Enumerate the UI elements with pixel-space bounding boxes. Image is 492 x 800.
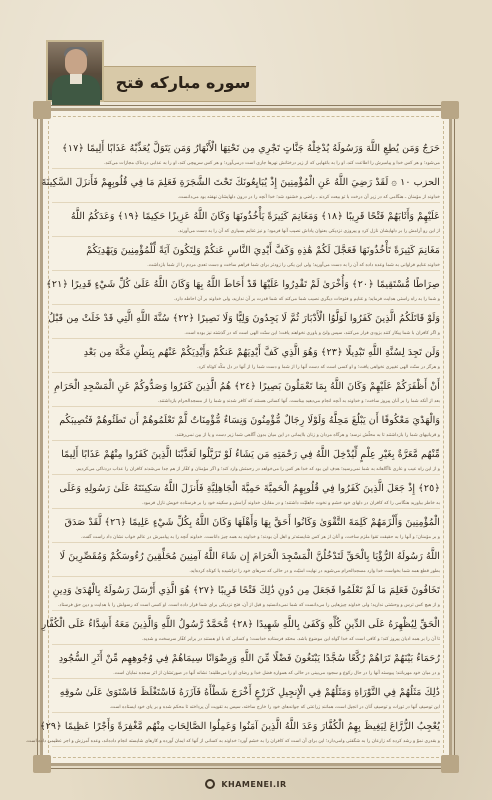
verse-line: الْمُؤْمِنِينَ وَأَلْزَمَهُمْ كَلِمَةَ التَّقْوَىٰ وَكَانُوا أَحَقَّ بِهَا وَأَهْلَهَا وَكَانَ اللَّهُ بِكُلِّ شَيْءٍ عَلِيمًا ﴿٢٦﴾ لَّقَدْ صَدَقَ [64, 517, 440, 528]
verse-translation: این توصیف آنها در تورات و توصیف آنان در انجیل است، همانند زراعتی که جوانه‌های خود را خارج ساخته، سپس به تقویت آن پرداخته تا محکم شده و بر پای خود ایستاده است. [52, 703, 440, 713]
khamenei-logo-icon [205, 779, 215, 789]
verse-line: اللَّهُ رَسُولَهُ الرُّؤْيَا بِالْحَقِّ لَتَدْخُلُنَّ الْمَسْجِدَ الْحَرَامَ إِن شَاءَ اللَّهُ آمِنِينَ مُحَلِّقِينَ رُءُوسَكُمْ وَمُقَصِّرِينَ لَا [59, 551, 440, 562]
verse-translation: خداوند از مؤمنان ـ هنگامی که در زیر آن درخت با تو بیعت کردند ـ راضی و خشنود شد؛ خدا آنچه را در درون دلهایشان نهفته بود می‌دانست. [52, 193, 440, 203]
verse-translation: به خاطر بیاورید هنگامی را که کافران در دلهای خود خشم و نخوت جاهلیّت داشتند؛ و در مقابل، خداوند آرامش و سکینه خود را بر فرستاده خویش نازل فرمود. [52, 499, 440, 509]
verse-translation: بطور قطع همه شما بخواست خدا وارد مسجدالحرام می‌شوید در نهایت امنیّت و در حالی که سرهای خود را تراشیده یا کوتاه کرده‌اید. [52, 567, 440, 577]
verse-line: مِّنْهُم مَّعَرَّةٌ بِغَيْرِ عِلْمٍ لِّيُدْخِلَ اللَّهُ فِي رَحْمَتِهِ مَن يَشَاءُ لَوْ تَزَيَّلُوا لَعَذَّبْنَا الَّذِينَ كَفَرُوا مِنْهُمْ عَذَابًا أَلِيمًا [61, 449, 440, 460]
verse-line: حَرَجٌ وَمَن يُطِعِ اللَّهَ وَرَسُولَهُ يُدْخِلْهُ جَنَّاتٍ تَجْرِي مِن تَحْتِهَا الْأَنْهَارُ وَمَن يَتَوَلَّ يُعَذِّبْهُ عَذَابًا أَلِيمًا ﴿١٧﴾ [62, 143, 440, 154]
verse-line: وَلَن تَجِدَ لِسُنَّةِ اللَّهِ تَبْدِيلًا ﴿٢٣﴾ وَهُوَ الَّذِي كَفَّ أَيْدِيَهُمْ عَنكُمْ وَأَيْدِيَكُمْ عَنْهُم بِبَطْنِ مَكَّةَ مِن بَعْدِ [83, 347, 440, 358]
verse-translation: از این رو آرامش را بر دلهایشان نازل کرد و پیروزی نزدیکی بعنوان پاداش نصیب آنها فرمود؛ و نیز غنایم بسیاری که آن را به دست می‌آورند. [52, 227, 440, 237]
footer [0, 768, 492, 800]
portrait-photo [46, 40, 104, 102]
verse-translation: و اگر کافران با شما پیکار کنند بزودی فرار می‌کنند، سپس ولیّ و یاوری نخواهند یافت؛ این سنّت الهی است که در گذشته نیز بوده است. [52, 329, 440, 339]
verse-line: يُعْجِبُ الزُّرَّاعَ لِيَغِيظَ بِهِمُ الْكُفَّارَ وَعَدَ اللَّهُ الَّذِينَ آمَنُوا وَعَمِلُوا الصَّالِحَاتِ مِنْهُم مَّغْفِرَةً وَأَجْرًا عَظِيمًا ﴿٢٩﴾ [40, 721, 440, 732]
verse-line: صِرَاطًا مُّسْتَقِيمًا ﴿٢٠﴾ وَأُخْرَىٰ لَمْ تَقْدِرُوا عَلَيْهَا قَدْ أَحَاطَ اللَّهُ بِهَا وَكَانَ اللَّهُ عَلَىٰ كُلِّ شَيْءٍ قَدِيرًا ﴿٢١﴾ [46, 279, 440, 290]
verse-line: الحزب ۱۰ ۞ لَقَدْ رَضِيَ اللَّهُ عَنِ الْمُؤْمِنِينَ إِذْ يُبَايِعُونَكَ تَحْتَ الشَّجَرَةِ فَعَلِمَ مَا فِي قُلُوبِهِمْ فَأَنزَلَ السَّكِينَةَ [41, 177, 440, 188]
corner-ornament [441, 101, 459, 119]
verse-line: ﴿٢٥﴾ إِذْ جَعَلَ الَّذِينَ كَفَرُوا فِي قُلُوبِهِمُ الْحَمِيَّةَ حَمِيَّةَ الْجَاهِلِيَّةِ فَأَنزَلَ اللَّهُ سَكِينَتَهُ عَلَىٰ رَسُولِهِ وَعَلَى [59, 483, 440, 494]
verse-translation: و قربانیهای شما را بازداشتند تا به محلّش نرسد؛ و هرگاه مردان و زنان باایمانی در این میان بدون آگاهی شما زیر دست و پا از بین نمی‌رفتند. [52, 431, 440, 441]
verses-list [25, 138, 440, 750]
corner-ornament [33, 101, 51, 119]
verse-line: ذَٰلِكَ مَثَلُهُمْ فِي التَّوْرَاةِ وَمَثَلُهُمْ فِي الْإِنجِيلِ كَزَرْعٍ أَخْرَجَ شَطْأَهُ فَآزَرَهُ فَاسْتَغْلَظَ فَاسْتَوَىٰ عَلَىٰ سُوقِهِ [59, 687, 440, 698]
verse-translation: بعد از آنکه شما را بر آنان پیروز ساخت؛ و خداوند به آنچه انجام می‌دهید بیناست. آنها کسانی هستند که کافر شدند و شما را از مسجدالحرام بازداشتند. [52, 397, 440, 407]
verse-translation: و هرگز در سنّت الهی تغییری نخواهی یافت؛ و او کسی است که دست آنها را از شما و دست شما را از آنها در دل مکّه کوتاه کرد. [52, 363, 440, 373]
page-title: سوره مبارکه فتح [115, 73, 251, 92]
verse-translation: تا آن را بر همه ادیان پیروز کند؛ و کافی است که خدا گواه این موضوع باشد. محمّد فرستاده خداست؛ و کسانی که با او هستند در برابر کفّار سرسخت و شدید. [52, 635, 440, 645]
verse-translation: خداوند غنایم فراوانی به شما وعده داده که آن را به دست می‌آورید؛ ولی این یکی را زودتر برای شما فراهم ساخت و دست تعدی مردم را از شما بازداشت. [52, 261, 440, 271]
verse-translation: و شما را به راه راستی هدایت فرماید؛ و غنایم و فتوحات دیگری نصیب شما می‌کند که شما قدرت بر آن ندارید، ولی خداوند بر آن احاطه دارد. [52, 295, 440, 305]
verse-line: وَالْهَدْيَ مَعْكُوفًا أَن يَبْلُغَ مَحِلَّهُ وَلَوْلَا رِجَالٌ مُّؤْمِنُونَ وَنِسَاءٌ مُّؤْمِنَاتٌ لَّمْ تَعْلَمُوهُمْ أَن تَطَئُوهُمْ فَتُصِيبَكُم [59, 415, 440, 426]
portrait-head [65, 49, 87, 75]
verse-translation: و از هیچ کس ترس و وحشتی ندارید؛ ولی خداوند چیزهایی را می‌دانست که شما نمی‌دانستید و قبل از آن، فتح نزدیکی برای شما قرار داده است. او کسی است که رسولش را با هدایت و دین حق فرستاد. [52, 601, 440, 611]
verse-translation: و بقدری نموّ و رشد کرده که زارعان را به شگفتی وامی‌دارد؛ این برای آن است که کافران را به خشم آورد؛ خداوند به کسانی از آنها که ایمان آورده و کارهای شایسته انجام داده‌اند، وعده آمرزش و اجر عظیمی داده است. [52, 737, 440, 747]
verse-translation: و در میان خود مهربانند؛ پیوسته آنها را در حال رکوع و سجود می‌بینی در حالی که همواره فضل خدا و رضای او را می‌طلبند؛ نشانه آنها در صورتشان از اثر سجده نمایان است. [52, 669, 440, 679]
verse-translation: می‌شود؛ و هر کس خدا و پیامبرش را اطاعت کند، او را به باغهایی که از زیر درختانش نهرها جاری است درمی‌آورد؛ و هر کس سرپیچی کند، او را به عذابی دردناک مجازات می‌کند. [52, 159, 440, 169]
footer-site: KHAMENEI.IR [221, 779, 287, 789]
verse-line: عَلَيْهِمْ وَأَثَابَهُمْ فَتْحًا قَرِيبًا ﴿١٨﴾ وَمَغَانِمَ كَثِيرَةً يَأْخُذُونَهَا وَكَانَ اللَّهُ عَزِيزًا حَكِيمًا ﴿١٩﴾ وَعَدَكُمُ اللَّهُ [70, 211, 440, 222]
verse-line: مَغَانِمَ كَثِيرَةً تَأْخُذُونَهَا فَعَجَّلَ لَكُمْ هَٰذِهِ وَكَفَّ أَيْدِيَ النَّاسِ عَنكُمْ وَلِتَكُونَ آيَةً لِّلْمُؤْمِنِينَ وَيَهْدِيَكُمْ [86, 245, 440, 256]
portrait-collar [70, 74, 82, 84]
verse-line: وَلَوْ قَاتَلَكُمُ الَّذِينَ كَفَرُوا لَوَلَّوُا الْأَدْبَارَ ثُمَّ لَا يَجِدُونَ وَلِيًّا وَلَا نَصِيرًا ﴿٢٢﴾ سُنَّةَ اللَّهِ الَّتِي قَدْ خَلَتْ مِن قَبْلُ [48, 313, 440, 324]
verse-translation: و بر مؤمنان؛ و آنها را به حقیقت تقوا ملزم ساخت، و آنان از هر کس شایسته‌تر و اهل آن بودند؛ و خداوند به همه چیز داناست. خداوند آنچه را به پیامبرش در عالم خواب نشان داد راست گفت. [52, 533, 440, 543]
verse-line: تَخَافُونَ فَعَلِمَ مَا لَمْ تَعْلَمُوا فَجَعَلَ مِن دُونِ ذَٰلِكَ فَتْحًا قَرِيبًا ﴿٢٧﴾ هُوَ الَّذِي أَرْسَلَ رَسُولَهُ بِالْهُدَىٰ وَدِينِ [52, 585, 440, 596]
verse-line: رُحَمَاءُ بَيْنَهُمْ تَرَاهُمْ رُكَّعًا سُجَّدًا يَبْتَغُونَ فَضْلًا مِّنَ اللَّهِ وَرِضْوَانًا سِيمَاهُمْ فِي وُجُوهِهِم مِّنْ أَثَرِ السُّجُودِ [58, 653, 440, 664]
verse-line: الْحَقِّ لِيُظْهِرَهُ عَلَى الدِّينِ كُلِّهِ وَكَفَىٰ بِاللَّهِ شَهِيدًا ﴿٢٨﴾ مُّحَمَّدٌ رَّسُولُ اللَّهِ وَالَّذِينَ مَعَهُ أَشِدَّاءُ عَلَى الْكُفَّارِ [41, 619, 440, 630]
verse-translation: و از این راه عیب و عاری ناآگاهانه به شما نمی‌رسید؛ هدف این بود که خدا هر کس را می‌خواهد در رحمتش وارد کند؛ و اگر مؤمنان و کفّار از هم جدا می‌شدند کافران را عذاب دردناکی می‌کردیم. [52, 465, 440, 475]
verse-line: أَنْ أَظْفَرَكُمْ عَلَيْهِمْ وَكَانَ اللَّهُ بِمَا تَعْمَلُونَ بَصِيرًا ﴿٢٤﴾ هُمُ الَّذِينَ كَفَرُوا وَصَدُّوكُمْ عَنِ الْمَسْجِدِ الْحَرَامِ [54, 381, 440, 392]
